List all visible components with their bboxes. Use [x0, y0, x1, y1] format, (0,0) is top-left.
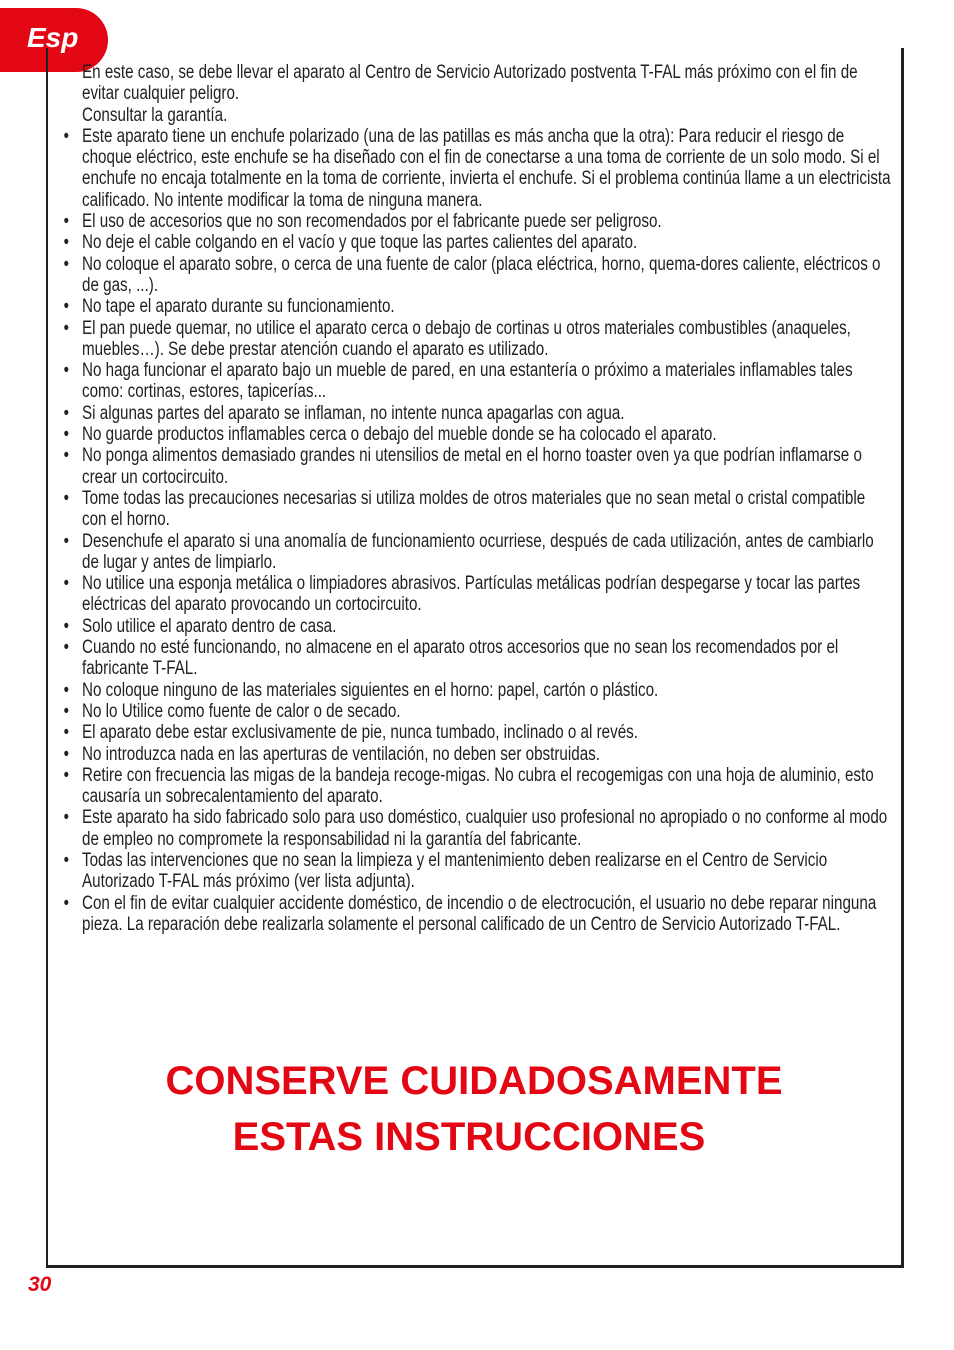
safety-list	[62, 126, 892, 935]
list-item: • Todas las intervenciones que no sean la limpieza y el mantenimiento deben realizarse en el Centro de Servicio Autorizado T-FAL más próximo (ver lista adjunta).	[62, 850, 892, 893]
list-item: • El uso de accesorios que no son recomendados por el fabricante puede ser peligroso.	[62, 211, 892, 232]
list-item: • El aparato debe estar exclusivamente de pie, nunca tumbado, inclinado o al revés.	[62, 722, 892, 743]
list-item: • Si algunas partes del aparato se inflaman, no intente nunca apagarlas con agua.	[62, 403, 892, 424]
list-item: • Cuando no esté funcionando, no almacene en el aparato otros accesorios que no sean los recomendados por el fabricante T-FAL.	[62, 637, 892, 680]
list-item: • No introduzca nada en las aperturas de ventilación, no deben ser obstruidas.	[62, 744, 892, 765]
list-item: • No coloque el aparato sobre, o cerca de una fuente de calor (placa eléctrica, horno, quema-dores caliente, eléctricos o de gas, ...).	[62, 254, 892, 297]
intro-paragraph	[62, 62, 892, 126]
list-item: • No coloque ninguno de las materiales siguientes en el horno: papel, cartón o plástico.	[62, 680, 892, 701]
list-item: • No utilice una esponja metálica o limpiadores abrasivos. Partículas metálicas podrían despegarse y tocar las partes eléctricas del aparato provocando un cortocircuito.	[62, 573, 892, 616]
list-item: • Con el fin de evitar cualquier accidente doméstico, de incendio o de electrocución, el usuario no debe reparar ninguna pieza. La reparación debe realizarla solamente el personal calificado de un Centro de Servicio Autorizado T-FAL.	[62, 893, 892, 936]
warning-heading-line-2: ESTAS INSTRUCCIONES	[232, 1115, 706, 1159]
list-item: • El pan puede quemar, no utilice el aparato cerca o debajo de cortinas u otros materiales combustibles (anaqueles, muebles…). Se debe prestar atención cuando el aparato es utilizado.	[62, 318, 892, 361]
list-item: • No haga funcionar el aparato bajo un mueble de pared, en una estantería o próximo a materiales inflamables tales como: cortinas, estores, tapicerías...	[62, 360, 892, 403]
list-item: • Este aparato tiene un enchufe polarizado (una de las patillas es más ancha que la otra): Para reducir el riesgo de choque eléctrico, este enchufe se ha diseñado con el fin de conectarse a una toma de corriente de un solo modo. Si el enchufe no encaja totalmente en la toma de corriente, invierta el enchufe. Si el problema continúa llame a un electricista calificado. No intente modificar la toma de ninguna manera.	[62, 126, 892, 211]
warning-heading-line-1: CONSERVE CUIDADOSAMENTE	[165, 1059, 783, 1103]
list-item: • Solo utilice el aparato dentro de casa.	[62, 616, 892, 637]
intro-line: En este caso, se debe llevar el aparato al Centro de Servicio Autorizado postventa T-FAL más próximo con el fin de evitar cualquier peligro.	[82, 62, 858, 105]
list-item: • No ponga alimentos demasiado grandes ni utensilios de metal en el horno toaster oven ya que podrían inflamarse o crear un cortocircuito.	[62, 445, 892, 488]
list-item: • Tome todas las precauciones necesarias si utiliza moldes de otros materiales que no sean metal o cristal compatible con el horno.	[62, 488, 892, 531]
list-item: • Este aparato ha sido fabricado solo para uso doméstico, cualquier uso profesional no apropiado o no conforme al modo de empleo no compromete la responsabilidad ni la garantía del fabricante.	[62, 807, 892, 850]
list-item: • No lo Utilice como fuente de calor o de secado.	[62, 701, 892, 722]
list-item: • Desenchufe el aparato si una anomalía de funcionamiento ocurriese, después de cada utilización, antes de cambiarlo de lugar y antes de limpiarlo.	[62, 531, 892, 574]
list-item: • Retire con frecuencia las migas de la bandeja recoge-migas. No cubra el recogemigas con una hoja de aluminio, esto causaría un sobrecalentamiento del aparato.	[62, 765, 892, 808]
instructions-text	[62, 62, 891, 935]
language-tab-label: Esp	[27, 22, 79, 53]
list-item: • No tape el aparato durante su funcionamiento.	[62, 296, 892, 317]
list-item: • No deje el cable colgando en el vacío y que toque las partes calientes del aparato.	[62, 232, 892, 253]
page-number: 30	[28, 1273, 52, 1296]
list-item: • No guarde productos inflamables cerca o debajo del mueble donde se ha colocado el aparato.	[62, 424, 892, 445]
intro-line: Consultar la garantía.	[82, 104, 228, 126]
